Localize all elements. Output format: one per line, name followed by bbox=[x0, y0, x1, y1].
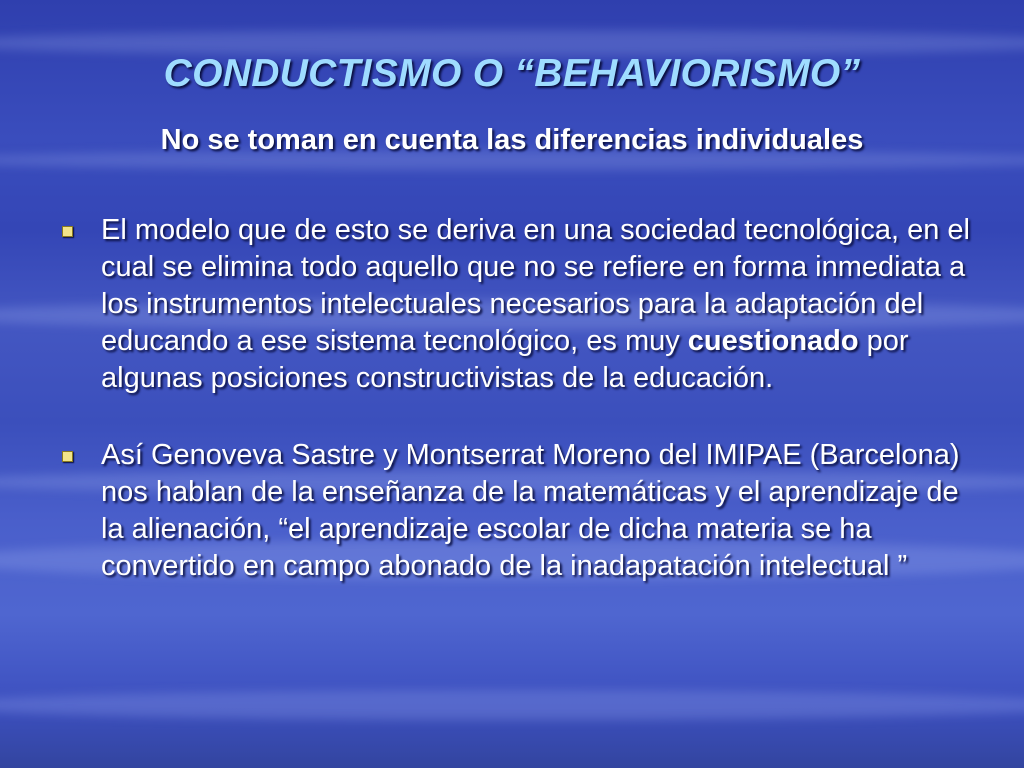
bullet-text-bold: cuestionado bbox=[687, 325, 859, 357]
bullet-item bbox=[60, 212, 970, 397]
bullet-text: Así Genoveva Sastre y Montserrat Moreno del IMIPAE (Barcelona) nos hablan de la enseñanza de la matemáticas y el aprendizaje de la alienación, “el aprendizaje escolar de dicha materia se ha convertido en campo abonado de la inadapatación intelectual ” bbox=[101, 439, 960, 582]
bullet-text: El modelo que de esto se deriva en una sociedad tecnológica, en el cual se elimina todo aquello que no se refiere en forma inmediata a los instrumentos intelectuales necesarios para la adaptación del educando a ese sistema tecnológico, es muy bbox=[101, 214, 970, 357]
square-bullet-icon bbox=[62, 451, 73, 462]
background-streak bbox=[0, 690, 1024, 720]
slide-subtitle: No se toman en cuenta las diferencias individuales bbox=[160, 124, 864, 156]
bullet-list bbox=[60, 212, 970, 585]
square-bullet-icon bbox=[62, 226, 73, 237]
slide-title: CONDUCTISMO O “BEHAVIORISMO” bbox=[163, 52, 861, 95]
bullet-text: por algunas posiciones constructivistas de la educación. bbox=[101, 325, 909, 394]
bullet-item bbox=[60, 437, 970, 585]
